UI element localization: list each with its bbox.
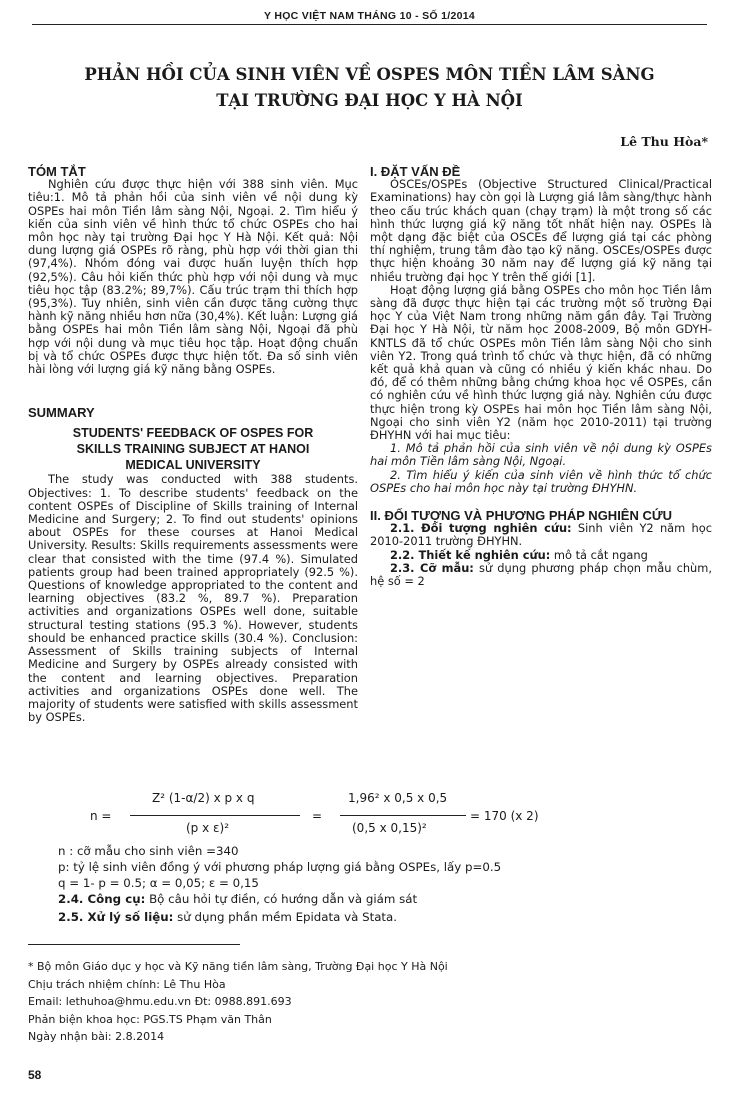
section-2-2-label: 2.2. Thiết kế nghiên cứu: — [390, 547, 551, 562]
section-2-3-text: sử dụng phương pháp chọn mẫu chùm, hệ số = 2 — [370, 560, 712, 589]
formula-numerator-right: 1,96² x 0,5 x 0,5 — [348, 791, 448, 805]
section-2-5-text: sử dụng phần mềm Epidata và Stata. — [177, 910, 398, 924]
summary-title-line-2: SKILLS TRAINING SUBJECT AT HANOI — [76, 442, 310, 457]
abstract-body: Nghiên cứu được thực hiện với 388 sinh viên. Mục tiêu:1. Mô tả phản hồi của sinh viên về nội dung kỳ OSPEs hai môn Tiền lâm sàng Nội, Ngoại. 2. Tìm hiểu ý kiến của sinh viên về hình thức tổ chức OSPEs cho hai môn học này tại trường Đại học Y Hà Nội. Kết quả: Nội dung lượng giá OSPEs rõ ràng, phù hợp với thời gian thi (97,4%). Nhóm đóng vai được huấn luyện thích hợp (92,5%). Câu hỏi kiến thức phù hợp với nội dung và mục tiêu học tập (83.2%; 89,7%). Cấu trúc trạm thi thích hợp (95,3%). Tuy nhiên, sinh viên cần được tăng cường thực hành kỹ năng nhiều hơn nữa (30,4%). Kết luận: Lượng giá bằng OSPEs hai môn Tiền lâm sàng Nội, Ngoại đã phù hợp với nội dung và mục tiêu học tập. Hoạt động chuẩn bị và tổ chức OSPEs được thực hiện tốt. Đa số sinh viên hài lòng với lượng giá kỹ năng bằng OSPEs. — [28, 177, 358, 377]
section-2-2-text: mô tả cắt ngang — [553, 547, 648, 562]
formula-denominator-left: (p x ε)² — [186, 821, 230, 835]
page-number: 58 — [28, 1068, 42, 1082]
footnote-responsible: Chịu trách nhiệm chính: Lê Thu Hòa — [28, 977, 226, 991]
title-line-2: TẠI TRƯỜNG ĐẠI HỌC Y HÀ NỘI — [216, 91, 523, 110]
intro-paragraph-1: OSCEs/OSPEs (Objective Structured Clinical/Practical Examinations) hay còn gọi là Lượng giá lâm sàng/thực hành theo cấu trúc khách quan (chạy trạm) là một trong số các hình thức lượng giá kỹ năng tốt nhất hiện nay. OSPEs là một dạng đặc biệt của OSCEs để lượng giá tại các phòng thí nghiệm, trung tâm đào tạo kỹ năng. OSCEs/OSPEs được thực hiện khoảng 30 năm nay để lượng giá kỹ năng tại nhiều trường đại học Y trên thế giới [1]. — [370, 177, 712, 284]
summary-title — [28, 425, 358, 473]
section-2-4-text: Bộ câu hỏi tự điền, có hướng dẫn và giám sát — [149, 892, 418, 906]
section-2-5 — [58, 910, 718, 925]
intro-heading: I. ĐẶT VẤN ĐỀ — [370, 164, 461, 179]
footnote-rule — [28, 944, 240, 945]
sample-size-formula — [90, 791, 650, 843]
formula-equals: = — [312, 809, 323, 823]
objective-2: 2. Tìm hiểu ý kiến của sinh viên về hình thức tổ chức OSPEs cho hai môn học này tại trường ĐHYHN. — [370, 467, 712, 495]
author: Lê Thu Hòa* — [620, 134, 708, 149]
fraction-bar-left — [130, 815, 300, 816]
paper-title — [60, 62, 679, 114]
intro-paragraph-2: Hoạt động lượng giá bằng OSPEs cho môn học Tiền lâm sàng đã được thực hiện tại các trường một số trường Đại học Y của Việt Nam trong những năm gần đây. Tại Trường Đại học Y Hà Nội, từ năm học 2008-2009, Bộ môn GDYH-KNTLS đã tổ chức OSPEs môn Tiền lâm sàng Nội cho sinh viên Y2. Trong quá trình tổ chức và thực hiện, đã có những kết quả khả quan và cũng có nhiều ý kiến khác nhau. Do đó, để có thêm những bằng chứng khoa học về OSPEs, cần có nghiên cứu về hình thức lượng giá này. Nghiên cứu được thực hiện trong kỳ OSPEs hai môn học Tiền lâm sàng Nội, Ngoại cho sinh viên Y2 (năm học 2010-2011) tại trường ĐHYHN với hai mục tiêu: — [370, 282, 712, 443]
title-line-1: PHẢN HỒI CỦA SINH VIÊN VỀ OSPES MÔN TIỀN LÂM SÀNG — [84, 65, 655, 84]
footnote-reviewer: Phản biện khoa học: PGS.TS Phạm văn Thân — [28, 1012, 272, 1026]
formula-numerator-left: Z² (1-α/2) x p x q — [152, 791, 255, 805]
header-rule — [32, 24, 707, 25]
fraction-bar-right — [340, 815, 466, 816]
formula-result: = 170 (x 2) — [470, 809, 539, 823]
footnote-affiliation: * Bộ môn Giáo dục y học và Kỹ năng tiền lâm sàng, Trường Đại học Y Hà Nội — [28, 960, 448, 973]
section-2-1-text: Sinh viên Y2 năm học 2010-2011 trường ĐHYHN. — [370, 521, 712, 549]
formula-n-equals: n = — [90, 809, 112, 823]
variable-n: n : cỡ mẫu cho sinh viên =340 — [58, 844, 239, 858]
variable-q: q = 1- p = 0.5; α = 0,05; ε = 0,15 — [58, 876, 259, 890]
summary-title-line-1: STUDENTS' FEEDBACK OF OSPES FOR — [72, 426, 314, 441]
left-column — [28, 165, 358, 724]
section-2-1 — [370, 522, 712, 548]
footnote-received-date: Ngày nhận bài: 2.8.2014 — [28, 1030, 165, 1043]
summary-heading: SUMMARY — [28, 405, 95, 421]
section-2-5-label: 2.5. Xử lý số liệu: — [58, 910, 174, 924]
methods-heading: II. ĐỐI TƯỢNG VÀ PHƯƠNG PHÁP NGHIÊN CỨU — [370, 508, 673, 524]
section-2-1-label: 2.1. Đối tượng nghiên cứu: — [390, 521, 572, 536]
section-2-3 — [370, 562, 712, 588]
formula-denominator-right: (0,5 x 0,15)² — [352, 821, 427, 835]
section-2-4 — [58, 892, 718, 907]
section-2-4-label: 2.4. Công cụ: — [58, 892, 146, 906]
footnotes — [28, 958, 668, 1046]
abstract-heading: TÓM TẮT — [28, 164, 86, 179]
variable-p: p: tỷ lệ sinh viên đồng ý với phương pháp lượng giá bằng OSPEs, lấy p=0.5 — [58, 860, 502, 874]
section-2-3-label: 2.3. Cỡ mẫu: — [390, 560, 474, 575]
footnote-email: Email: lethuhoa@hmu.edu.vn Đt: 0988.891.693 — [28, 995, 292, 1008]
right-column — [370, 165, 712, 588]
summary-title-line-3: MEDICAL UNIVERSITY — [125, 458, 261, 473]
running-header: Y HỌC VIỆT NAM THÁNG 10 - SỐ 1/2014 — [263, 10, 476, 22]
objective-1: 1. Mô tả phản hồi của sinh viên về nội dung kỳ OSPEs hai môn Tiền lâm sàng Nội, Ngoại. — [370, 441, 712, 469]
summary-body: The study was conducted with 388 students. Objectives: 1. To describe students' feedback on the content OSPEs of Discipline of Skills training of Internal Medicine and Surgery; 2. To find out students' opinions about OSPEs for these courses at Hanoi Medical University. Results: Skills requirements assessments were clear that consisted with the time (97.4 %). Simulated patients group had been trained appropriately (92.5 %). Questions of knowledge appropriated to the content and learning objectives (83.2 %, 89.7 %). Preparation activities and organizations OSPEs well done, suitable structural testing stations (95.3 %). However, students should be enhanced practice skills (30.4 %). Conclusion: Assessment of Skills training subjects of Internal Medicine and Surgery by OSPEs already consisted with the content and learning objectives. Preparation activities and organizations OSPEs done well. The majority of students were satisfied with skills assessment by OSPEs. — [28, 472, 358, 725]
